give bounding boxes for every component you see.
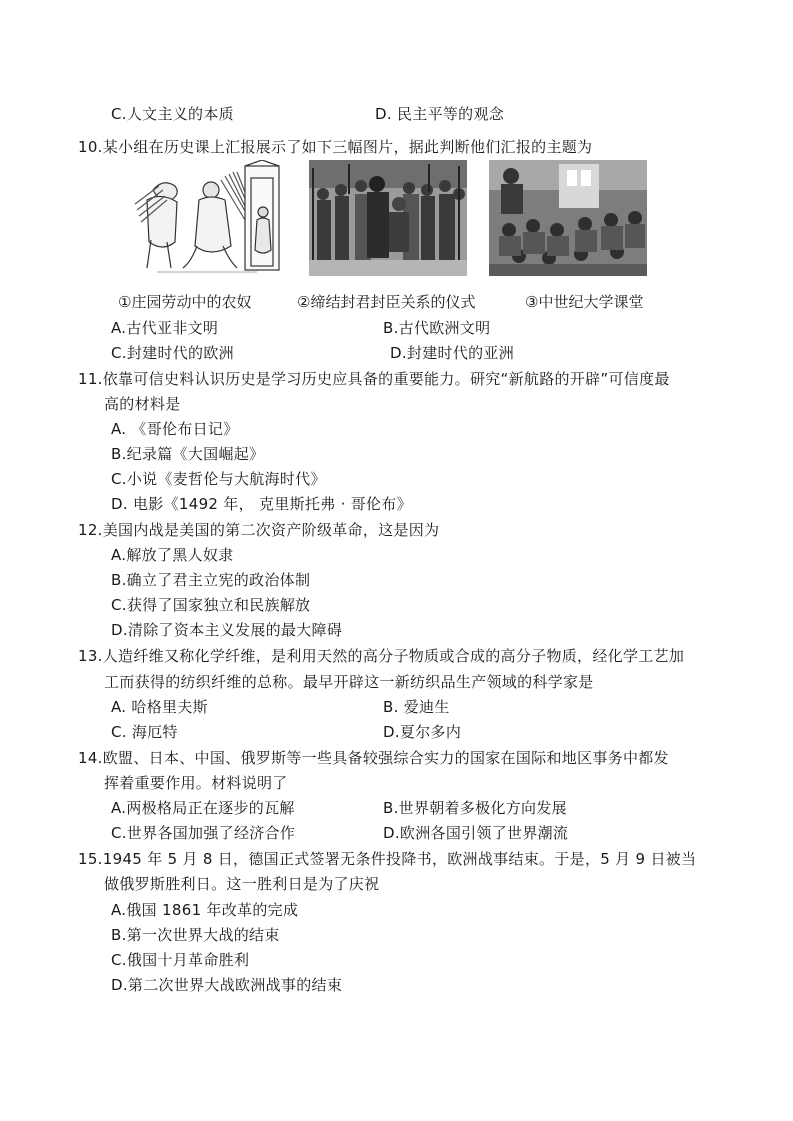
image-caption-3: ③中世纪大学课堂 (525, 293, 644, 311)
medieval-university-illustration (489, 160, 647, 276)
serf-labor-illustration (133, 160, 283, 278)
q14-stem-line2: 挥着重要作用。材料说明了 (104, 774, 288, 792)
q11-stem-line1: 11.依靠可信史料认识历史是学习历史应具备的重要能力。研究“新航路的开辟”可信度最 (78, 370, 670, 388)
q10-option-d: D.封建时代的亚洲 (390, 344, 515, 362)
q12-stem: 12.美国内战是美国的第二次资产阶级革命，这是因为 (78, 521, 440, 539)
image-caption-1: ①庄园劳动中的农奴 (118, 293, 252, 311)
q15-option-a: A.俄国 1861 年改革的完成 (111, 901, 299, 919)
q13-stem-line1: 13.人造纤维又称化学纤维，是利用天然的高分子物质或合成的高分子物质，经化学工艺加 (78, 647, 685, 665)
q14-option-b: B.世界朝着多极化方向发展 (383, 799, 567, 817)
q12-option-d: D.清除了资本主义发展的最大障碍 (111, 621, 343, 639)
q14-option-a: A.两极格局正在逐步的瓦解 (111, 799, 295, 817)
q13-option-d: D.夏尔多内 (383, 723, 462, 741)
q14-option-c: C.世界各国加强了经济合作 (111, 824, 296, 842)
q11-option-a: A. 《哥伦布日记》 (111, 420, 239, 438)
q13-stem-line2: 工而获得的纺织纤维的总称。最早开辟这一新纺织品生产领域的科学家是 (104, 673, 594, 691)
q13-option-c: C. 海厄特 (111, 723, 178, 741)
q14-stem-line1: 14.欧盟、日本、中国、俄罗斯等一些具备较强综合实力的国家在国际和地区事务中都发 (78, 749, 669, 767)
q10-option-b: B.古代欧洲文明 (383, 319, 491, 337)
q15-option-b: B.第一次世界大战的结束 (111, 926, 280, 944)
q15-option-c: C.俄国十月革命胜利 (111, 951, 250, 969)
q13-option-b: B. 爱迪生 (383, 698, 450, 716)
vassal-ceremony-illustration (309, 160, 467, 276)
q10-option-c: C.封建时代的欧洲 (111, 344, 234, 362)
q12-option-a: A.解放了黑人奴隶 (111, 546, 234, 564)
q11-option-d: D. 电影《1492 年， 克里斯托弗 · 哥伦布》 (111, 495, 412, 513)
q12-option-c: C.获得了国家独立和民族解放 (111, 596, 311, 614)
q15-stem-line1: 15.1945 年 5 月 8 日，德国正式签署无条件投降书，欧洲战事结束。于是，5 月 9 日被当 (78, 850, 697, 868)
q9-option-c: C.人文主义的本质 (111, 105, 234, 123)
q12-option-b: B.确立了君主立宪的政治体制 (111, 571, 311, 589)
q13-option-a: A. 哈格里夫斯 (111, 698, 208, 716)
image-caption-2: ②缔结封君封臣关系的仪式 (297, 293, 476, 311)
q11-option-c: C.小说《麦哲伦与大航海时代》 (111, 470, 326, 488)
q9-option-d: D. 民主平等的观念 (375, 105, 505, 123)
q15-stem-line2: 做俄罗斯胜利日。这一胜利日是为了庆祝 (104, 875, 380, 893)
q11-stem-line2: 高的材料是 (104, 395, 181, 413)
q10-stem: 10.某小组在历史课上汇报展示了如下三幅图片，据此判断他们汇报的主题为 (78, 138, 593, 156)
q15-option-d: D.第二次世界大战欧洲战事的结束 (111, 976, 343, 994)
q10-option-a: A.古代亚非文明 (111, 319, 219, 337)
q11-option-b: B.纪录篇《大国崛起》 (111, 445, 265, 463)
q14-option-d: D.欧洲各国引领了世界潮流 (383, 824, 569, 842)
